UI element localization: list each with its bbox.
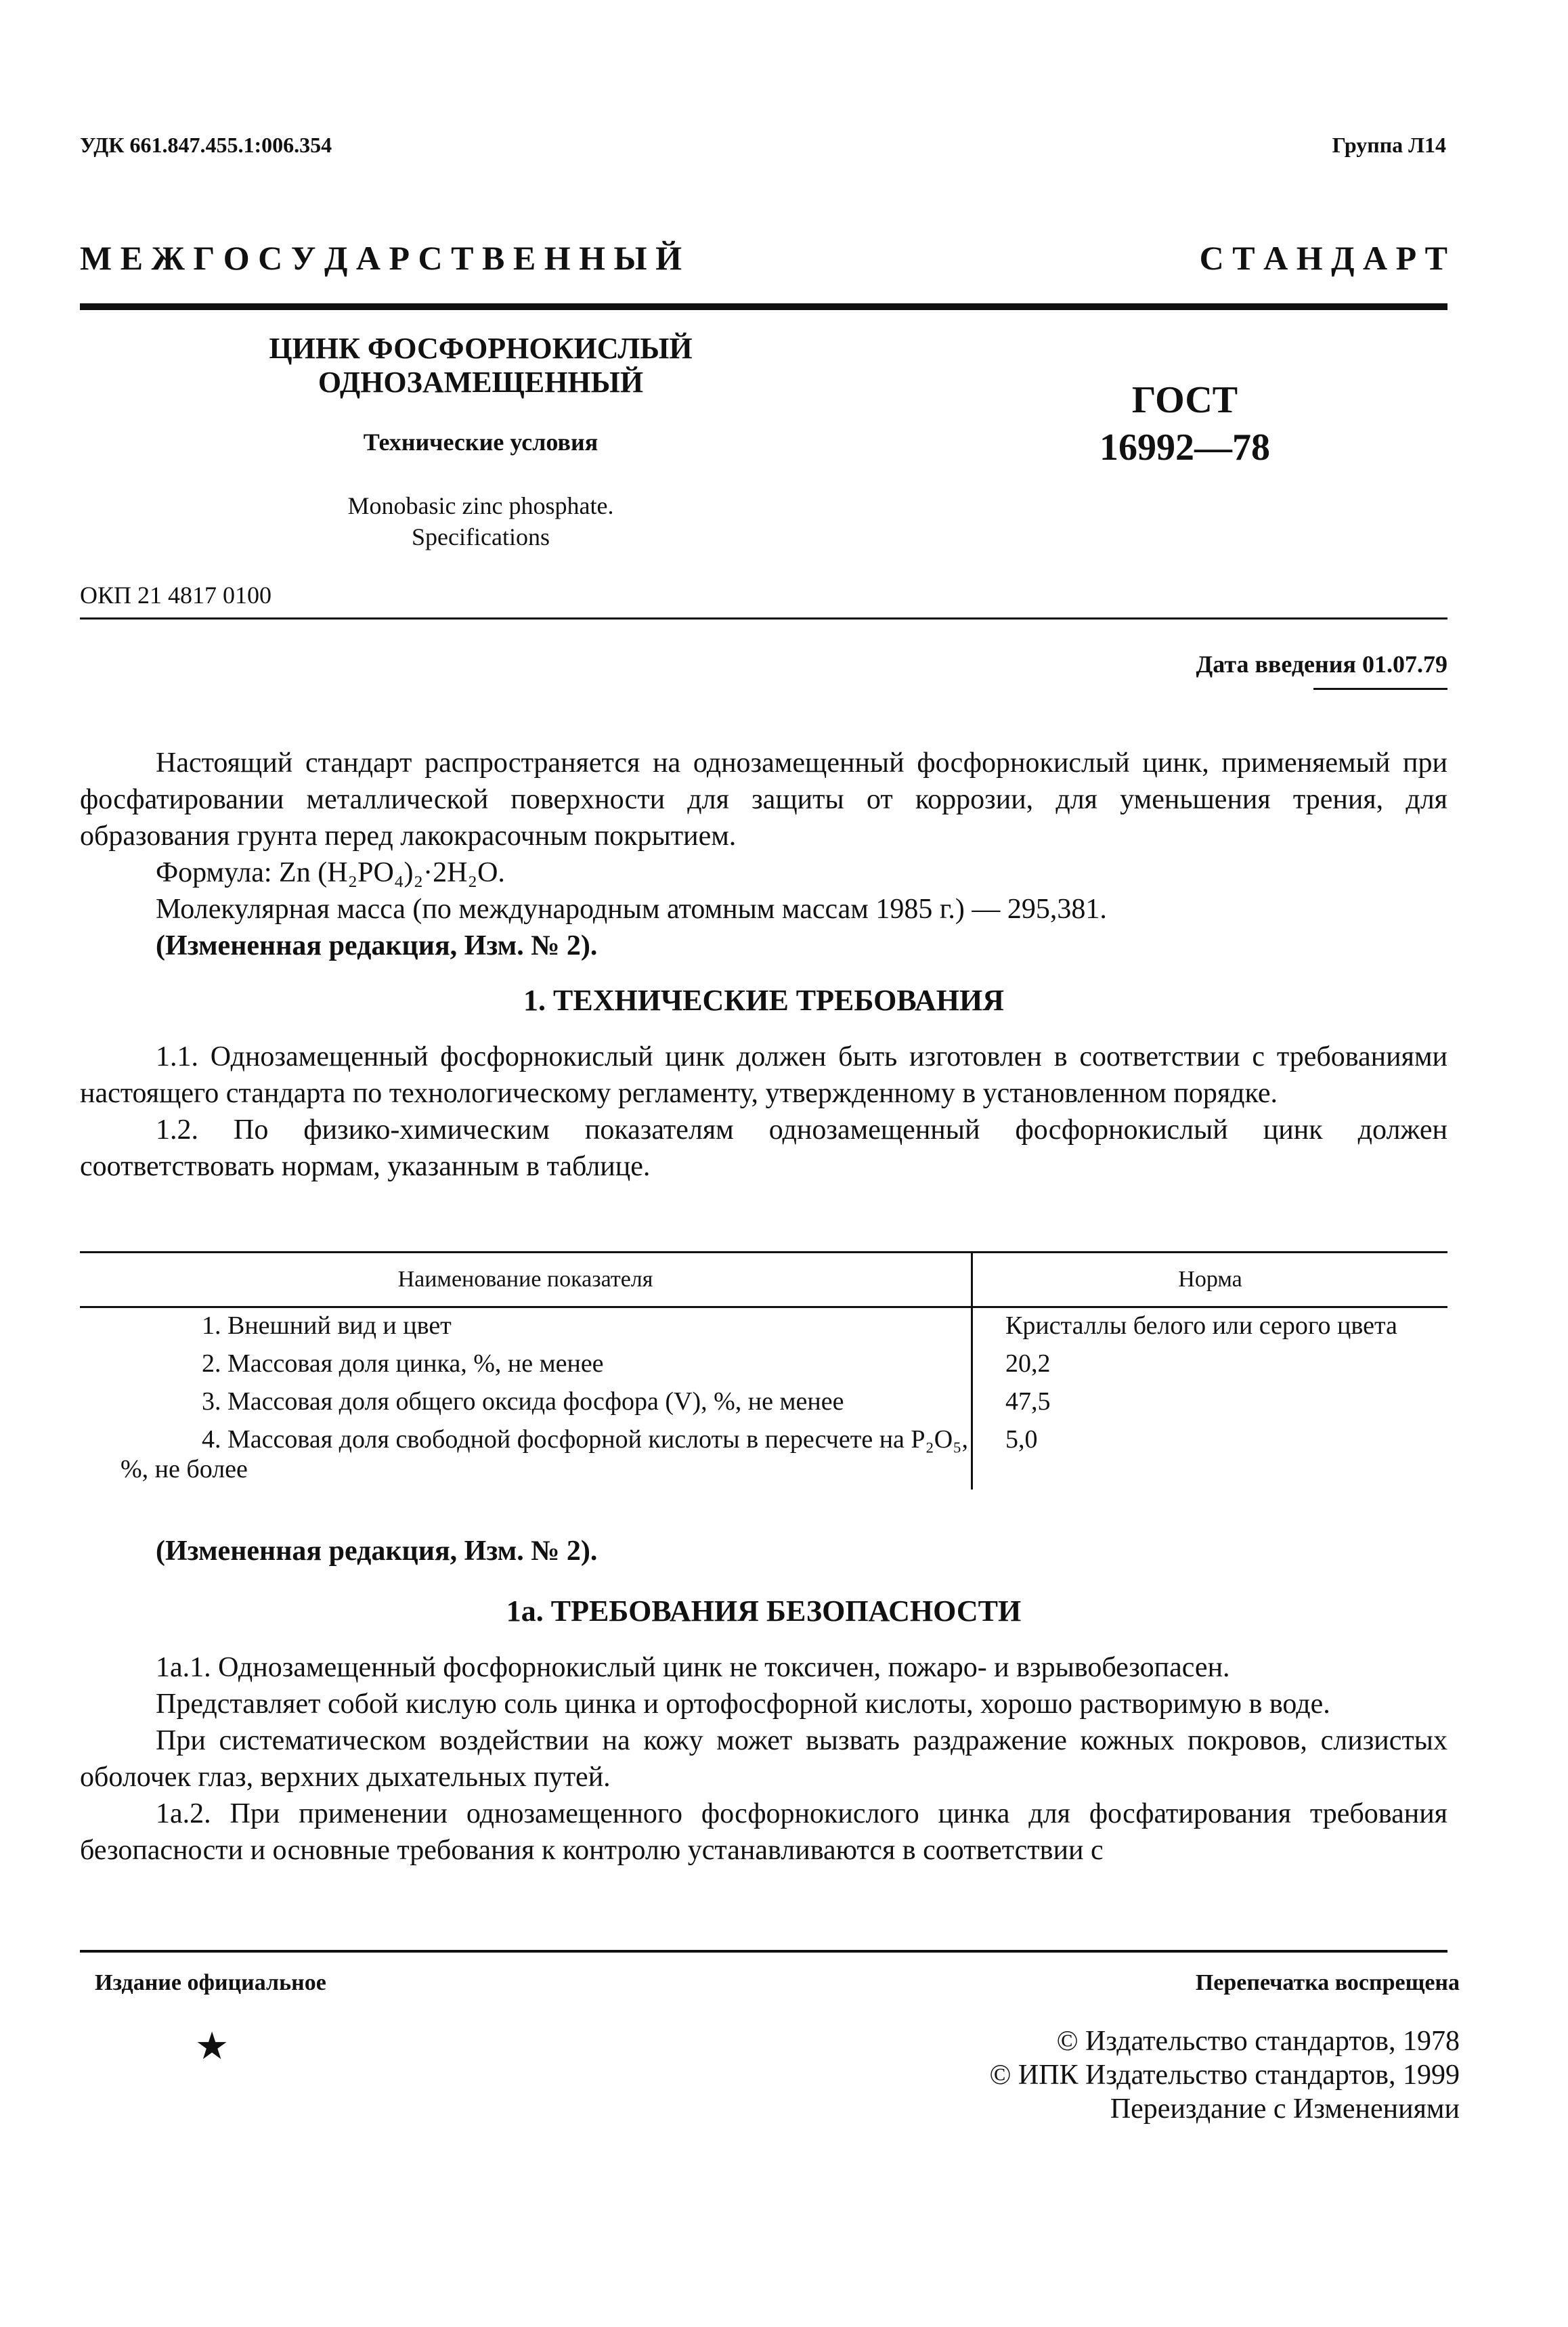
intro-paragraph: Настоящий стандарт распространяется на однозамещенный фосфорнокислый цинк, применяемый при фосфатировании металлической поверхности для защиты от коррозии, для уменьшения трения, для образования грунта перед лакокрасочным покрытием. [80, 747, 1447, 852]
header-name: Наименование показателя [80, 1253, 972, 1307]
row-name: 3. Массовая доля общего оксида фосфора (V), %, не менее [80, 1384, 972, 1422]
reprint-prohibited: Перепечатка воспрещена [1195, 1970, 1460, 1995]
specification-table [80, 1251, 1447, 1489]
date-value: 01.07.79 [1362, 651, 1447, 678]
row-norm: Кристаллы белого или серого цвета [1005, 1311, 1397, 1340]
banner-right: С Т А Н Д А Р Т [1199, 239, 1447, 277]
row-norm: 5,0 [1005, 1425, 1038, 1454]
clause-1a-1: 1а.1. Однозамещенный фосфорнокислый цинк не токсичен, пожаро- и взрывобезопасен. [156, 1652, 1230, 1683]
table-header-row [80, 1253, 1447, 1307]
document-title [190, 332, 772, 399]
title-line-2: ОДНОЗАМЕЩЕННЫЙ [318, 366, 644, 399]
okp-code: ОКП 21 4817 0100 [80, 582, 272, 609]
row-name: 1. Внешний вид и цвет [80, 1307, 972, 1347]
section-1a-body [80, 1649, 1447, 1869]
table-row [80, 1384, 1447, 1422]
molecular-mass-line: Молекулярная масса (по международным атомным массам 1985 г.) — 295,381. [156, 894, 1107, 925]
standard-banner [80, 238, 1447, 278]
amendment-note-2: (Измененная редакция, Изм. № 2). [156, 1536, 598, 1567]
official-edition: Издание официальное [95, 1970, 326, 1995]
clause-1a-1-cont: Представляет собой кислую соль цинка и ортофосфорной кислоты, хорошо растворимую в воде. [156, 1689, 1330, 1720]
divider-thin [80, 617, 1447, 619]
english-title [190, 490, 772, 552]
introduction-date [1196, 650, 1448, 678]
table-row [80, 1422, 1447, 1489]
footer-divider [80, 1950, 1447, 1953]
date-underline [1313, 688, 1447, 690]
copyright-1999: © ИПК Издательство стандартов, 1999 [989, 2060, 1460, 2091]
row-name: 2. Массовая доля цинка, %, не менее [80, 1346, 972, 1384]
clause-1-2: 1.2. По физико-химическим показателям однозамещенный фосфорнокислый цинк должен соответствовать нормам, указанным в таблице. [80, 1114, 1447, 1182]
section-1-body [80, 1039, 1447, 1185]
banner-left: М Е Ж Г О С У Д А Р С Т В Е Н Н Ы Й [80, 239, 682, 277]
header-norm: Норма [972, 1253, 1448, 1307]
clause-1-1: 1.1. Однозамещенный фосфорнокислый цинк должен быть изготовлен в соответствии с требованиями настоящего стандарта по технологическому регламенту, утвержденному в установленном порядке. [80, 1041, 1447, 1109]
table-row [80, 1346, 1447, 1384]
group-code: Группа Л14 [1332, 133, 1446, 157]
udk-code: УДК 661.847.455.1:006.354 [80, 133, 332, 157]
clause-1a-2: 1а.2. При применении однозамещенного фосфорнокислого цинка для фосфатирования требования безопасности и основные требования к контролю устанавливаются в соответствии с [80, 1798, 1447, 1866]
clause-1a-1-effects: При систематическом воздействии на кожу может вызвать раздражение кожных покровов, слизистых оболочек глаз, верхних дыхательных путей. [80, 1725, 1447, 1793]
gost-label: ГОСТ [1131, 379, 1238, 421]
section-1-title: 1. ТЕХНИЧЕСКИЕ ТРЕБОВАНИЯ [523, 984, 1004, 1017]
english-line-2: Specifications [412, 523, 550, 550]
divider-thick [80, 303, 1447, 310]
star-icon: ★ [195, 2026, 230, 2068]
reissue-note: Переиздание с Изменениями [1110, 2093, 1460, 2125]
table-row [80, 1307, 1447, 1347]
copyright-block [989, 2024, 1460, 2126]
copyright-1978: © Издательство стандартов, 1978 [1056, 2026, 1460, 2057]
row-name: 4. Массовая доля свободной фосфорной кислоты в пересчете на P₂O₅, %, не более [80, 1422, 972, 1489]
date-label: Дата введения [1196, 651, 1356, 678]
title-line-1: ЦИНК ФОСФОРНОКИСЛЫЙ [269, 332, 693, 365]
section-1a-title: 1а. ТРЕБОВАНИЯ БЕЗОПАСНОСТИ [506, 1594, 1022, 1628]
english-line-1: Monobasic zinc phosphate. [347, 492, 614, 519]
gost-designation [1056, 376, 1313, 471]
amendment-note: (Измененная редакция, Изм. № 2). [156, 930, 598, 961]
formula-line: Формула: Zn (H₂PO₄)₂·2H₂O. [156, 857, 505, 888]
intro-block [80, 745, 1447, 964]
row-norm: 47,5 [1005, 1387, 1051, 1416]
gost-number: 16992—78 [1099, 427, 1270, 469]
row-norm: 20,2 [1005, 1349, 1051, 1378]
document-subtitle: Технические условия [363, 429, 598, 456]
